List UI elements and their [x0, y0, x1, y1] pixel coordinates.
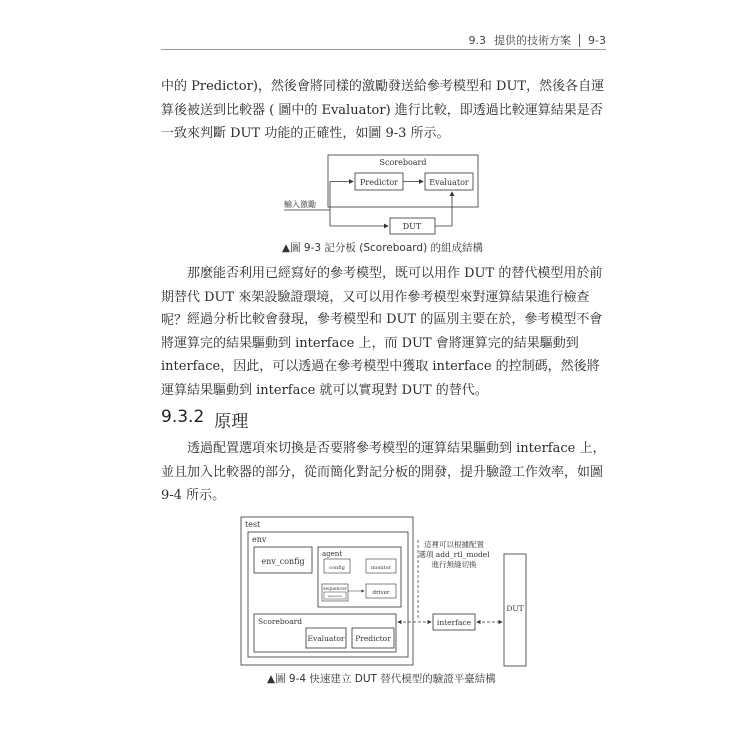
- paragraph-text: 中的 Predictor)，然後會將同樣的激勵發送給參考模型和 DUT，然後各自運算後被送到比較器 ( 圖中的 Evaluator) 進行比較，即透過比較運算結果是否一致來判斷 DUT 功能的正確性，如圖 9-3 所示。: [161, 79, 605, 141]
- driver-label: driver: [372, 590, 390, 596]
- figure-9-4-caption: ▲圖 9-4 快速建立 DUT 替代模型的驗證平臺結構: [267, 673, 496, 685]
- note-line-2: 選項 add_rtl_model: [418, 550, 490, 559]
- header-section-title: 提供的技術方案: [494, 34, 572, 47]
- header-rule: [161, 49, 606, 50]
- paragraph-text: 經過分析比較會發現，參考模型和 DUT 的區別主要在於，參考模型不會將運算完的結果驅動到 interface 上，而 DUT 會將運算完的結果驅動到 interface，因此，可以透過在參考模型中獲取 interface 的控制碼，然後將運算結果驅動到 interface 就可以實現對 DUT 的替代。: [161, 312, 603, 398]
- paragraph-text: 那麼能否利用已經寫好的參考模型，既可以用作 DUT 的替代模型用於前期替代 DUT 來架設驗證環境，又可以用作參考模型來對運算結果進行檢查呢？: [161, 266, 603, 328]
- env-config-label: env_config: [261, 557, 305, 566]
- section-title: 原理: [214, 412, 249, 432]
- dut-label: DUT: [402, 222, 422, 231]
- note-line-3: 進行無縫切換: [431, 560, 477, 569]
- section-heading: [161, 407, 248, 432]
- sequence-label: sequence: [327, 594, 343, 598]
- section-number: 9.3.2: [161, 407, 205, 427]
- scoreboard-label: Scoreboard: [379, 158, 427, 167]
- test-label: test: [245, 520, 261, 529]
- env-label: env: [252, 535, 267, 544]
- interface-label: interface: [436, 618, 472, 627]
- paragraph-4: [161, 437, 607, 508]
- header-divider: [579, 34, 580, 47]
- input-label: 輸入激勵: [284, 200, 316, 209]
- paragraph-3: [161, 308, 607, 402]
- agent-label: agent: [322, 550, 343, 558]
- figure-9-4-diagram: [238, 514, 533, 669]
- figure-9-3-diagram: [280, 150, 490, 240]
- header-page-num: 9-3: [588, 33, 606, 47]
- sequencer-label: sequencer: [323, 587, 347, 592]
- dut-label: DUT: [506, 604, 524, 613]
- monitor-label: monitor: [371, 565, 391, 571]
- header-section-num: 9.3: [468, 33, 487, 47]
- paragraph-1: [161, 75, 607, 146]
- evaluator-label: Evaluator: [307, 634, 345, 643]
- running-header: [469, 32, 606, 48]
- predictor-label: Predictor: [360, 178, 398, 187]
- scoreboard-label: Scoreboard: [258, 617, 303, 626]
- paragraph-text: 透過配置選項來切換是否要將參考模型的運算結果驅動到 interface 上，並且加入比較器的部分，從而簡化對記分板的開發，提升驗證工作效率，如圖 9-4 所示。: [161, 441, 606, 503]
- evaluator-label: Evaluator: [429, 178, 469, 187]
- figure-9-3-caption: ▲圖 9-3 記分板 (Scoreboard) 的組成結構: [282, 242, 483, 254]
- config-label: config: [329, 565, 345, 571]
- predictor-label: Predictor: [355, 634, 391, 643]
- note-line-1: 這裡可以根據配置: [424, 540, 484, 549]
